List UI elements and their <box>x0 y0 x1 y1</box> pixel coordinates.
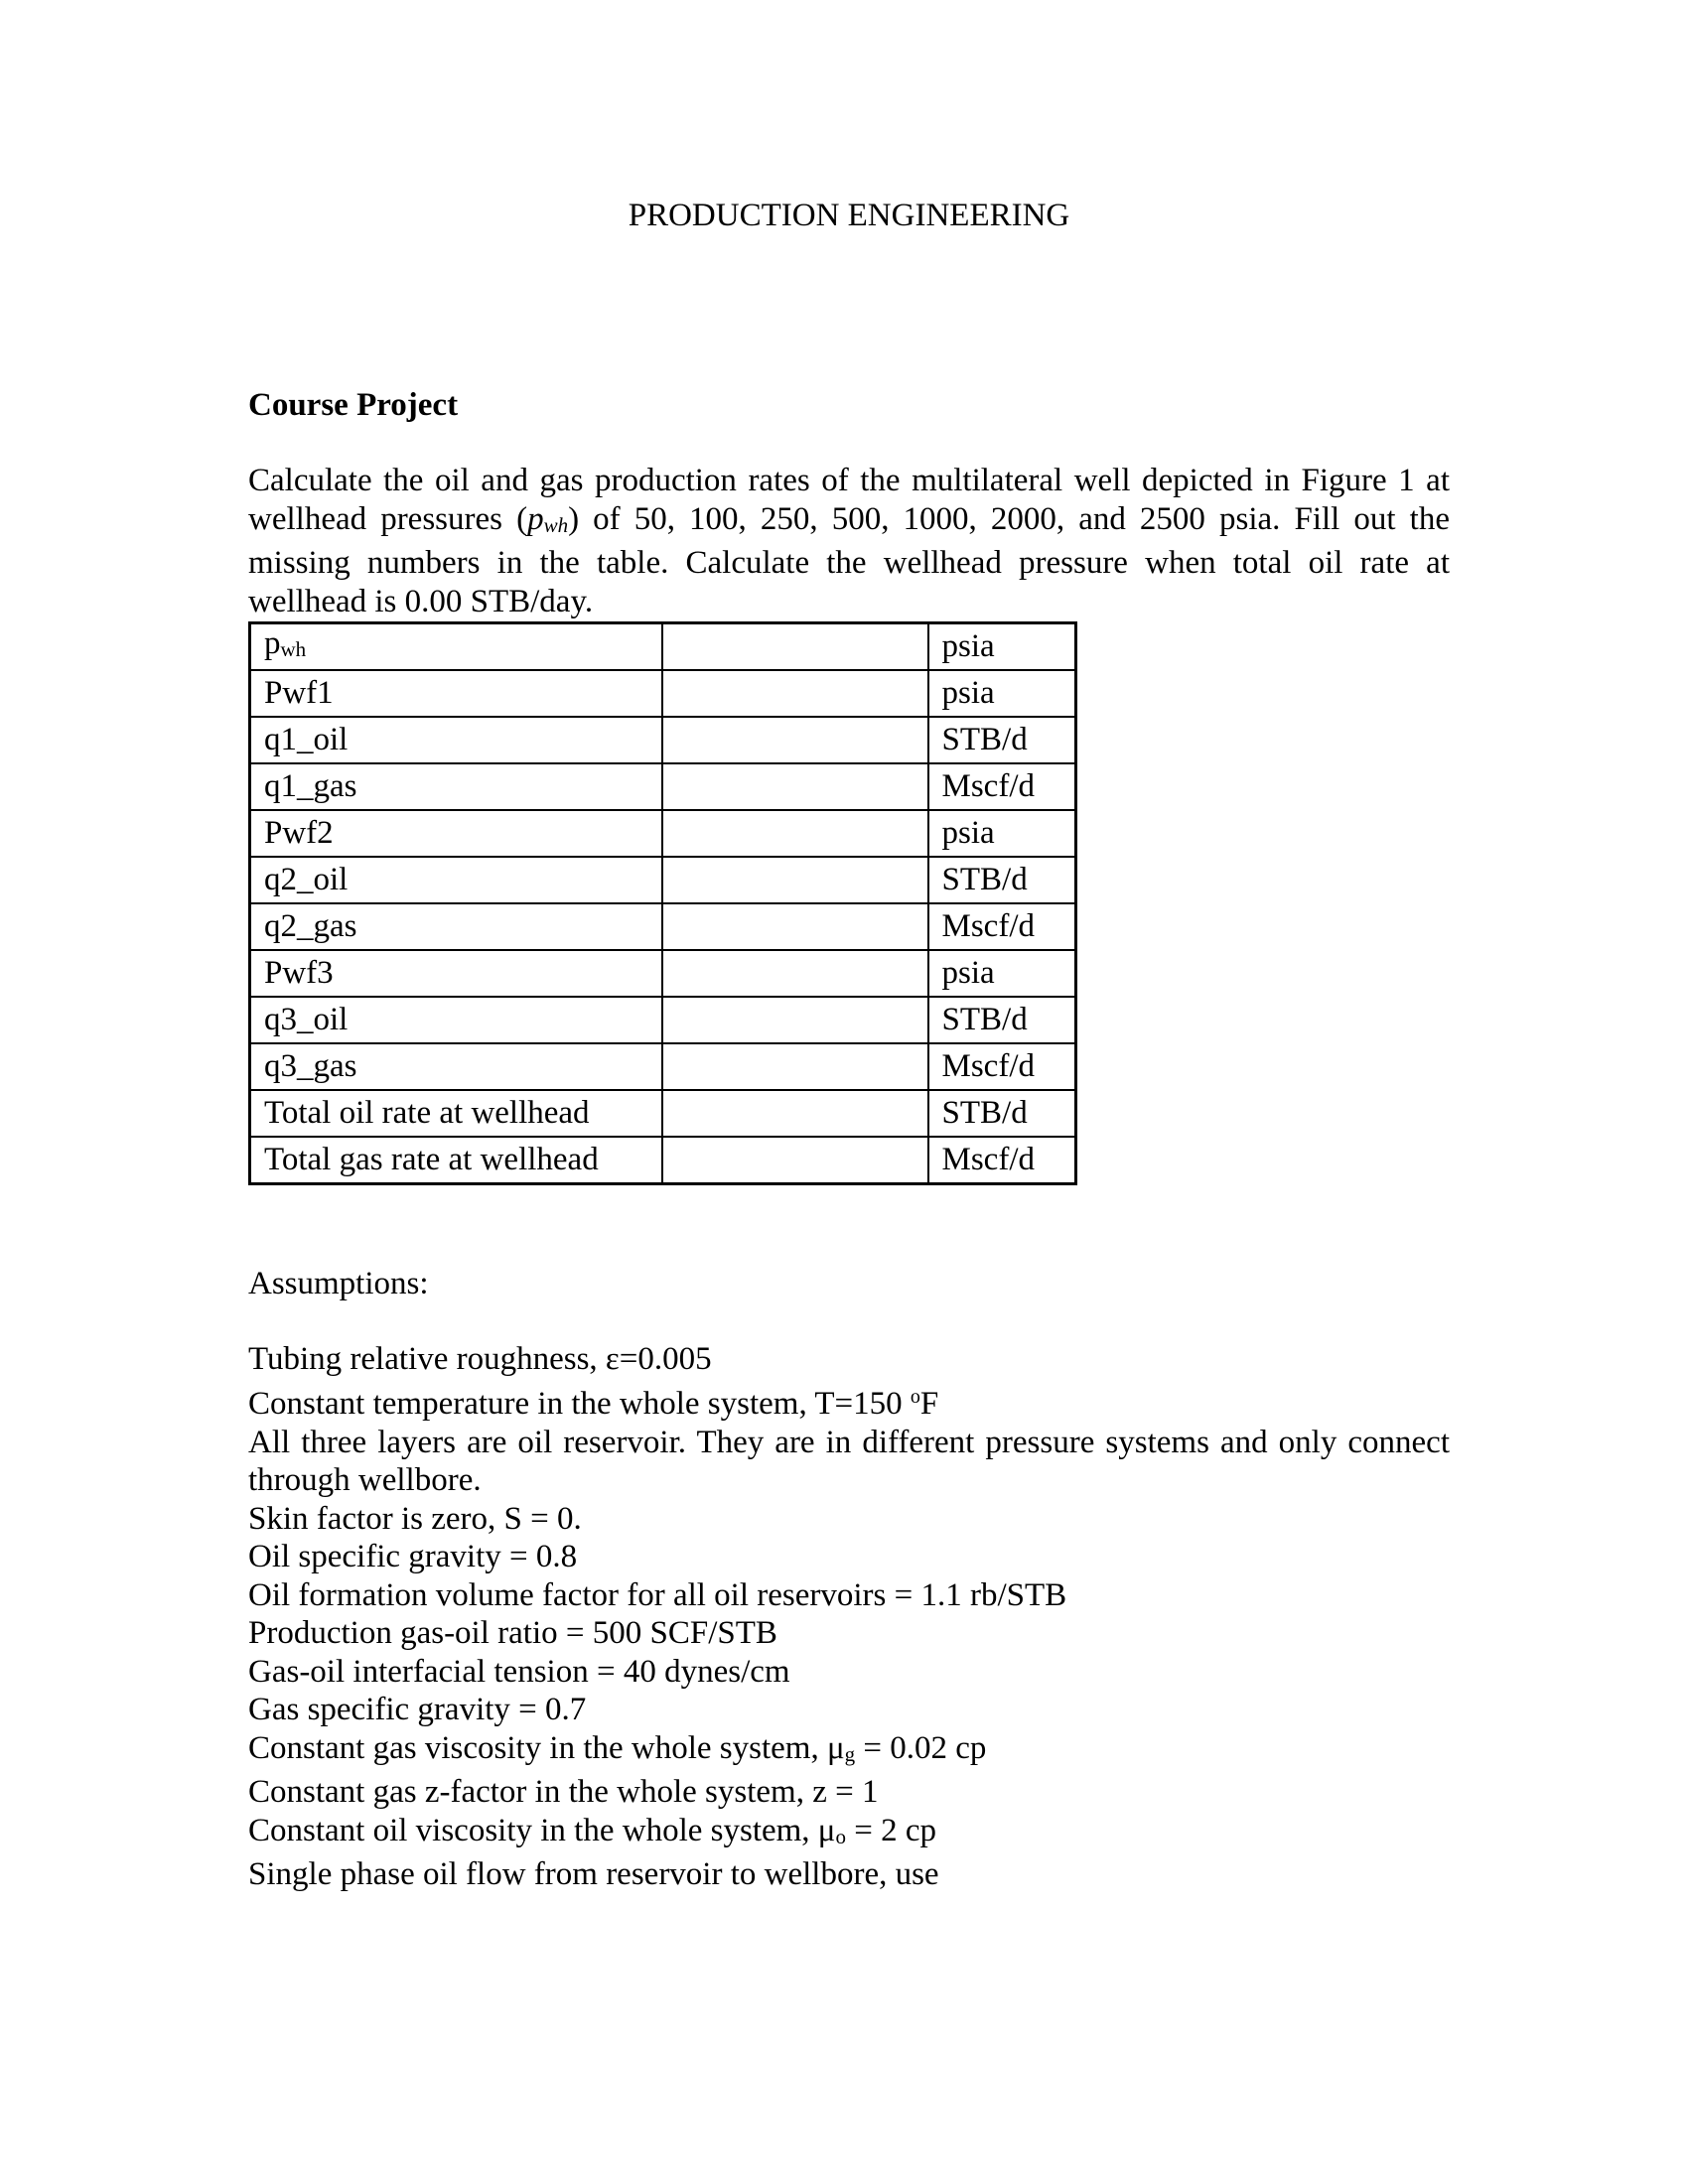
unit-cell: STB/d <box>928 997 1076 1043</box>
assumption-text: F <box>919 1386 939 1422</box>
row-label: Total oil rate at wellhead <box>250 1090 662 1137</box>
table-row-pwf1 <box>250 670 1076 717</box>
assumption-text: Constant oil viscosity in the whole system, μ <box>248 1812 836 1848</box>
value-cell <box>662 1137 928 1184</box>
assumption-text: = 2 cp <box>846 1812 937 1848</box>
assumption-line <box>248 1812 1450 1856</box>
table-row-q2-gas <box>250 903 1076 950</box>
value-cell <box>662 997 928 1043</box>
assumption-line: Gas specific gravity = 0.7 <box>248 1692 587 1727</box>
value-cell <box>662 623 928 671</box>
intro-paragraph <box>248 462 1450 620</box>
unit-cell: Mscf/d <box>928 903 1076 950</box>
assumption-line: Tubing relative roughness, ε=0.005 <box>248 1340 712 1377</box>
unit-cell: STB/d <box>928 1090 1076 1137</box>
assumptions-list <box>248 1340 1450 1894</box>
assumption-line: Production gas-oil ratio = 500 SCF/STB <box>248 1615 777 1651</box>
value-cell <box>662 717 928 763</box>
assumption-line: Oil formation volume factor for all oil reservoirs = 1.1 rb/STB <box>248 1576 1067 1613</box>
row-label-subscript: wh <box>280 637 307 662</box>
unit-cell: Mscf/d <box>928 763 1076 810</box>
assumption-text: Constant gas viscosity in the whole system, μ <box>248 1729 845 1766</box>
intro-text-pre: Calculate the oil and gas production rates of the multilateral well depicted in Figure 1 at wellhead pressures ( <box>248 463 1450 537</box>
row-label: q2_oil <box>250 857 662 903</box>
row-label: Pwf3 <box>250 950 662 997</box>
degree-superscript: o <box>910 1386 920 1408</box>
value-cell <box>662 763 928 810</box>
assumption-line <box>248 1729 1450 1774</box>
table-row-q3-gas <box>250 1043 1076 1090</box>
unit-cell: STB/d <box>928 717 1076 763</box>
assumption-text: = 0.02 cp <box>855 1729 987 1766</box>
assumption-line: Oil specific gravity = 0.8 <box>248 1539 578 1574</box>
assumption-line: Single phase oil flow from reservoir to wellbore, use <box>248 1856 939 1892</box>
table-row-pwf2 <box>250 810 1076 857</box>
row-label: q1_gas <box>250 763 662 810</box>
assumption-text: Constant temperature in the whole system, T=150 <box>248 1386 911 1422</box>
assumption-line: All three layers are oil reservoir. They are in different pressure systems and only connect through wellbore. <box>248 1424 1450 1498</box>
mu-g-subscript: g <box>844 1741 856 1766</box>
page-content <box>0 197 1688 1894</box>
row-label: q1_oil <box>250 717 662 763</box>
unit-cell: psia <box>928 950 1076 997</box>
value-cell <box>662 950 928 997</box>
assumption-line: Skin factor is zero, S = 0. <box>248 1500 582 1537</box>
assumption-line: Constant gas z-factor in the whole system, z = 1 <box>248 1774 879 1810</box>
document-title: PRODUCTION ENGINEERING <box>628 198 1070 233</box>
value-cell <box>662 1090 928 1137</box>
row-label <box>250 623 662 671</box>
row-label: Pwf1 <box>250 670 662 717</box>
unit-cell: Mscf/d <box>928 1137 1076 1184</box>
row-label: Total gas rate at wellhead <box>250 1137 662 1184</box>
mu-o-subscript: o <box>835 1824 847 1848</box>
unit-cell: psia <box>928 623 1076 671</box>
pwh-symbol: p <box>527 500 544 537</box>
intro-text-post: ) of 50, 100, 250, 500, 1000, 2000, and 2500 psia. Fill out the missing numbers in the table. Calculate the wellhead pressure when total oil rate at wellhead is 0.00 STB/day. <box>248 500 1450 619</box>
table-row-total-gas <box>250 1137 1076 1184</box>
unit-cell: STB/d <box>928 857 1076 903</box>
value-cell <box>662 1043 928 1090</box>
row-label-text: p <box>264 625 281 662</box>
table-row-pwf3 <box>250 950 1076 997</box>
row-label: q3_gas <box>250 1043 662 1090</box>
assumption-line: Gas-oil interfacial tension = 40 dynes/cm <box>248 1653 790 1690</box>
row-label: Pwf2 <box>250 810 662 857</box>
table-row-q3-oil <box>250 997 1076 1043</box>
table-row-total-oil <box>250 1090 1076 1137</box>
section-heading: Course Project <box>248 386 459 423</box>
unit-cell: psia <box>928 810 1076 857</box>
assumptions-heading: Assumptions: <box>248 1266 429 1301</box>
row-label: q2_gas <box>250 903 662 950</box>
value-cell <box>662 810 928 857</box>
assumption-line <box>248 1378 1450 1424</box>
row-label: q3_oil <box>250 997 662 1043</box>
table-row-pwh <box>250 623 1076 671</box>
table-row-q2-oil <box>250 857 1076 903</box>
unit-cell: Mscf/d <box>928 1043 1076 1090</box>
table-row-q1-oil <box>250 717 1076 763</box>
unit-cell: psia <box>928 670 1076 717</box>
results-table <box>248 621 1077 1185</box>
value-cell <box>662 857 928 903</box>
value-cell <box>662 903 928 950</box>
value-cell <box>662 670 928 717</box>
table-row-q1-gas <box>250 763 1076 810</box>
pwh-subscript: wh <box>543 512 569 537</box>
